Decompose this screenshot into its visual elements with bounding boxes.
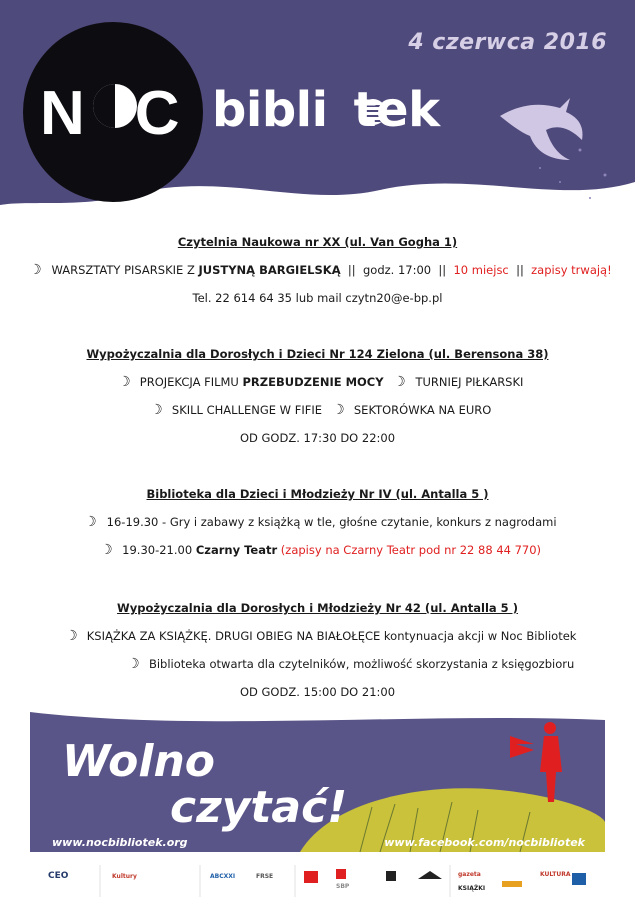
section-title: Wypożyczalnia dla Dorosłych i Młodzieży Nr 42 (ul. Antalla 5 ) bbox=[117, 601, 518, 615]
moon-icon: ☾ bbox=[29, 262, 42, 278]
event-time: || godz. 17:00 || bbox=[340, 263, 454, 277]
event-text: Biblioteka otwarta dla czytelników, możliwość skorzystania z księgozbioru bbox=[148, 657, 575, 671]
contact-line: Tel. 22 614 64 35 lub mail czytn20@e-bp.pl bbox=[192, 291, 443, 305]
moon-icon: ☾ bbox=[99, 542, 113, 558]
events-content bbox=[0, 228, 635, 706]
slogan-czytac: czytać! bbox=[170, 782, 348, 833]
event-date: 4 czerwca 2016 bbox=[408, 30, 607, 55]
logo-ceo: CEO bbox=[48, 871, 69, 881]
section-biblioteka-iv bbox=[0, 480, 635, 564]
registration-note: (zapisy na Czarny Teatr pod nr 22 88 44 770) bbox=[277, 543, 542, 557]
moon-icon: ☾ bbox=[149, 402, 163, 418]
seats-count: 10 miejsc bbox=[453, 263, 509, 277]
moon-icon: ☾ bbox=[64, 628, 78, 644]
moon-icon: ☾ bbox=[126, 656, 140, 672]
event-text: KSIĄŻKA ZA KSIĄŻKĘ. DRUGI OBIEG NA BIAŁOŁĘCE kontynuacja akcji w Noc Bibliotek bbox=[86, 629, 577, 643]
partners-strip bbox=[0, 857, 635, 900]
section-wypozyczalnia-124 bbox=[0, 340, 635, 452]
moon-icon: ☾ bbox=[393, 374, 406, 390]
section-title: Czytelnia Naukowa nr XX (ul. Van Gogha 1) bbox=[177, 235, 458, 249]
event-line bbox=[0, 368, 635, 396]
section-title: Wypożyczalnia dla Dorosłych i Dzieci Nr 124 Zielona (ul. Berensona 38) bbox=[86, 347, 549, 361]
header-banner bbox=[0, 0, 635, 225]
hours-line: OD GODZ. 15:00 DO 21:00 bbox=[239, 685, 396, 699]
logo-kultura2: KULTURA bbox=[540, 871, 571, 878]
section-czytelnia bbox=[0, 228, 635, 312]
event-time: 19.30-21.00 bbox=[122, 543, 196, 557]
logo-noc: N C bbox=[40, 79, 182, 148]
moon-icon: ☾ bbox=[331, 402, 345, 418]
logo-ksiazki: KSIĄŻKI bbox=[458, 885, 486, 892]
author-name: JUSTYNĄ BARGIELSKĄ bbox=[198, 263, 341, 277]
event-line bbox=[0, 622, 635, 650]
section-wypozyczalnia-42 bbox=[0, 594, 635, 706]
hours-line: OD GODZ. 17:30 DO 22:00 bbox=[239, 431, 396, 445]
event-line bbox=[0, 256, 635, 284]
logo-bibliotek: bibli tek bbox=[212, 82, 440, 138]
logo-sbp: SBP bbox=[336, 883, 350, 890]
event-line bbox=[0, 508, 635, 536]
film-title: PRZEBUDZENIE MOCY bbox=[242, 375, 384, 389]
registration-note: zapisy trwają! bbox=[531, 263, 612, 277]
logo-gazeta: gazeta bbox=[458, 871, 481, 878]
logo-abc: ABCXXI bbox=[210, 873, 236, 880]
moon-icon: ☾ bbox=[117, 374, 131, 390]
logo-frse: FRSE bbox=[256, 873, 274, 880]
footer-banner bbox=[0, 712, 635, 900]
facebook-link[interactable]: www.facebook.com/nocbibliotek bbox=[384, 836, 585, 849]
event-text: 16-19.30 - Gry i zabawy z książką w tle, głośne czytanie, konkurs z nagrodami bbox=[106, 515, 557, 529]
event-line bbox=[0, 536, 635, 564]
slogan-wolno: Wolno bbox=[62, 736, 215, 787]
website-link[interactable]: www.nocbibliotek.org bbox=[52, 836, 188, 849]
event-text: PROJEKCJA FILMU bbox=[139, 375, 243, 389]
event-text: WARSZTATY PISARSKIE Z bbox=[51, 263, 199, 277]
logo-kultura: Kultury bbox=[112, 873, 137, 880]
event-text: SEKTORÓWKA NA EURO bbox=[353, 403, 492, 417]
section-title: Biblioteka dla Dzieci i Młodzieży Nr IV (ul. Antalla 5 ) bbox=[146, 487, 489, 501]
event-title: Czarny Teatr bbox=[195, 543, 278, 557]
event-line bbox=[0, 650, 635, 678]
event-text: TURNIEJ PIŁKARSKI bbox=[415, 375, 524, 389]
moon-icon: ☾ bbox=[84, 514, 97, 530]
event-line bbox=[0, 396, 635, 424]
event-text: SKILL CHALLENGE W FIFIE bbox=[171, 403, 322, 417]
partner-logos-graphics bbox=[0, 857, 635, 900]
separator: || bbox=[508, 263, 532, 277]
